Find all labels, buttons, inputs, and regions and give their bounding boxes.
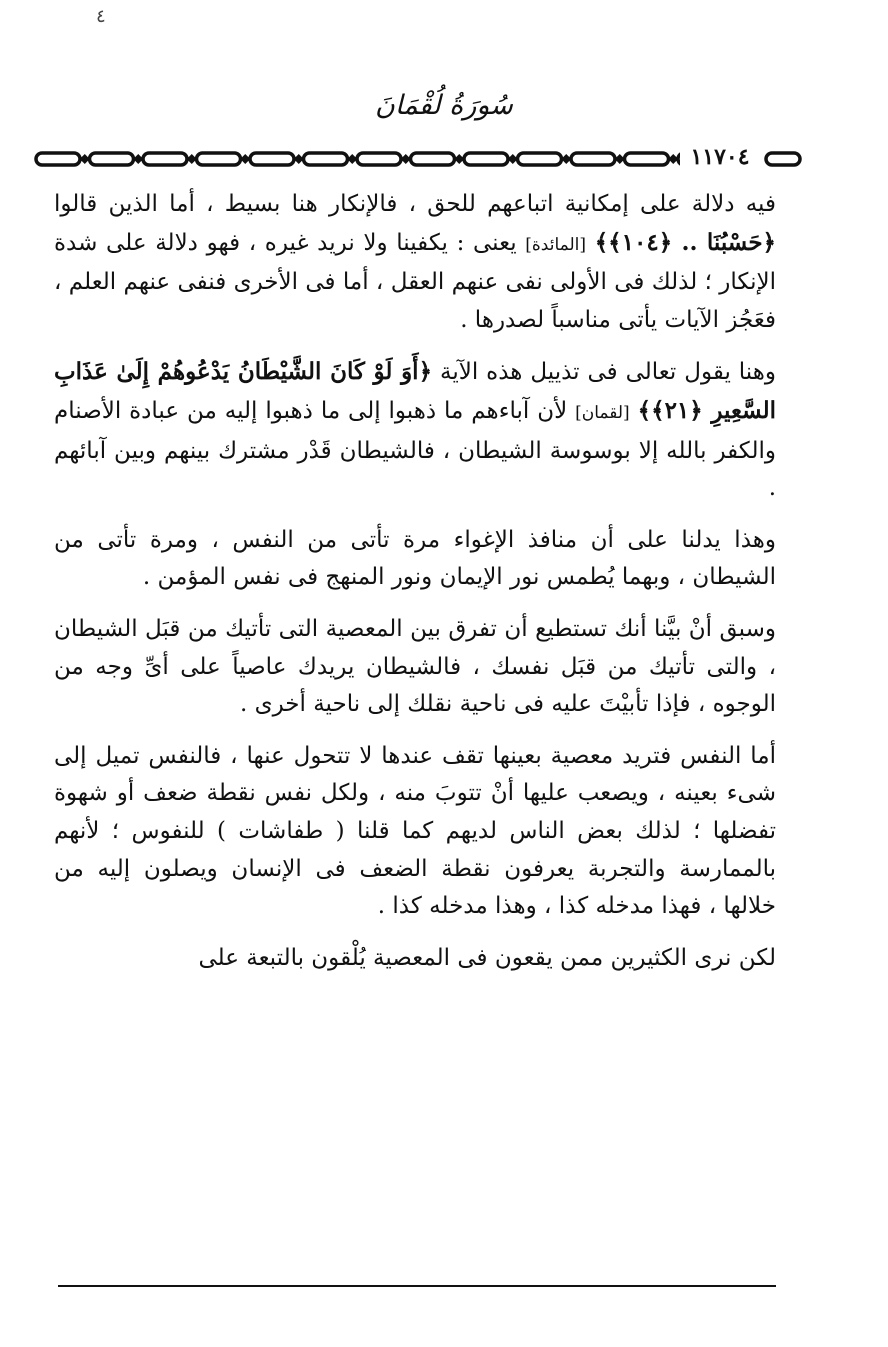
- bottom-rule: [58, 1285, 776, 1287]
- chain-link: [625, 153, 669, 165]
- chain-link-end: [766, 153, 800, 165]
- chain-link: [197, 153, 241, 165]
- body-text: [54, 186, 776, 977]
- chain-link: [90, 153, 134, 165]
- chain-link: [304, 153, 348, 165]
- paragraph: أما النفس فتريد معصية بعينها تقف عندها لا تتحول عنها ، فالنفس تميل إلى شىء بعينه ، ويصعب عليها أنْ تتوبَ منه ، ولكل نفس نقطة ضعف أو شهوة تفضلها ؛ لذلك بعض الناس لديهم كما قلنا ( طفاشات ) للنفوس ؛ لأنهم بالممارسة والتجربة يعرفون نقطة الضعف فى الإنسان ويصلون إليه من خلالها ، فهذا مدخله كذا ، وهذا مدخله كذا .: [54, 742, 776, 920]
- paragraph: لكن نرى الكثيرين ممن يقعون فى المعصية يُلْقون بالتبعة على: [198, 944, 776, 971]
- corner-mark: ٤: [96, 6, 106, 27]
- surah-title: سُورَةُ لُقْمَانَ: [375, 90, 513, 121]
- quran-quote: ﴿حَسْبُنَا .. ﴿١٠٤﴾﴾: [594, 228, 777, 256]
- surah-reference: [المائدة]: [525, 234, 587, 255]
- chain-link: [571, 153, 615, 165]
- chain-link: [464, 153, 508, 165]
- paragraph: وهنا يقول تعالى فى تذييل هذه الآية ﴿أَوَ لَوْ كَانَ الشَّيْطَانُ يَدْعُوهُمْ إِلَىٰ عَذَابِ السَّعِيرِ ﴿٢١﴾﴾ [لقمان] لأن آباءهم ما ذهبوا إلى ما ذهبوا إليه من عبادة الأصنام والكفر بالله إلا بوسوسة الشيطان ، فالشيطان قَدْر مشترك بينهم وبين آبائهم .: [54, 358, 777, 502]
- paragraph: وهذا يدلنا على أن منافذ الإغواء مرة تأتى من النفس ، ومرة تأتى من الشيطان ، وبهما يُطمس نور الإيمان ونور المنهج فى نفس المؤمن .: [54, 526, 776, 591]
- chain-link: [357, 153, 401, 165]
- surah-reference: [لقمان]: [575, 402, 630, 423]
- quran-quote: ﴿أَوَ لَوْ كَانَ الشَّيْطَانُ يَدْعُوهُمْ إِلَىٰ عَذَابِ السَّعِيرِ ﴿٢١﴾﴾: [54, 358, 777, 424]
- page-number: ١١٧٠٤: [680, 144, 760, 170]
- paragraph: فيه دلالة على إمكانية اتباعهم للحق ، فالإنكار هنا بسيط ، أما الذين قالوا ﴿حَسْبُنَا .. ﴿١٠٤﴾﴾ [المائدة] يعنى : يكفينا ولا نريد غيره ، فهو دلالة على شدة الإنكار ؛ لذلك فى الأولى نفى عنهم العقل ، أما فى الأخرى فنفى عنهم العلم ، فعَجُز الآيات يأتى مناسباً لصدرها .: [54, 191, 777, 333]
- chain-link: [36, 153, 80, 165]
- chain-link: [143, 153, 187, 165]
- chain-link: [250, 153, 294, 165]
- chain-link: [518, 153, 562, 165]
- chain-link: [411, 153, 455, 165]
- paragraph: وسبق أنْ بيَّنا أنك تستطيع أن تفرق بين المعصية التى تأتيك من قبَل الشيطان ، والتى تأتيك من قبَل نفسك ، فالشيطان يريدك عاصياً على أىِّ وجه من الوجوه ، فإذا تأبيْتَ عليه فى ناحية نقلك إلى ناحية أخرى .: [54, 615, 776, 718]
